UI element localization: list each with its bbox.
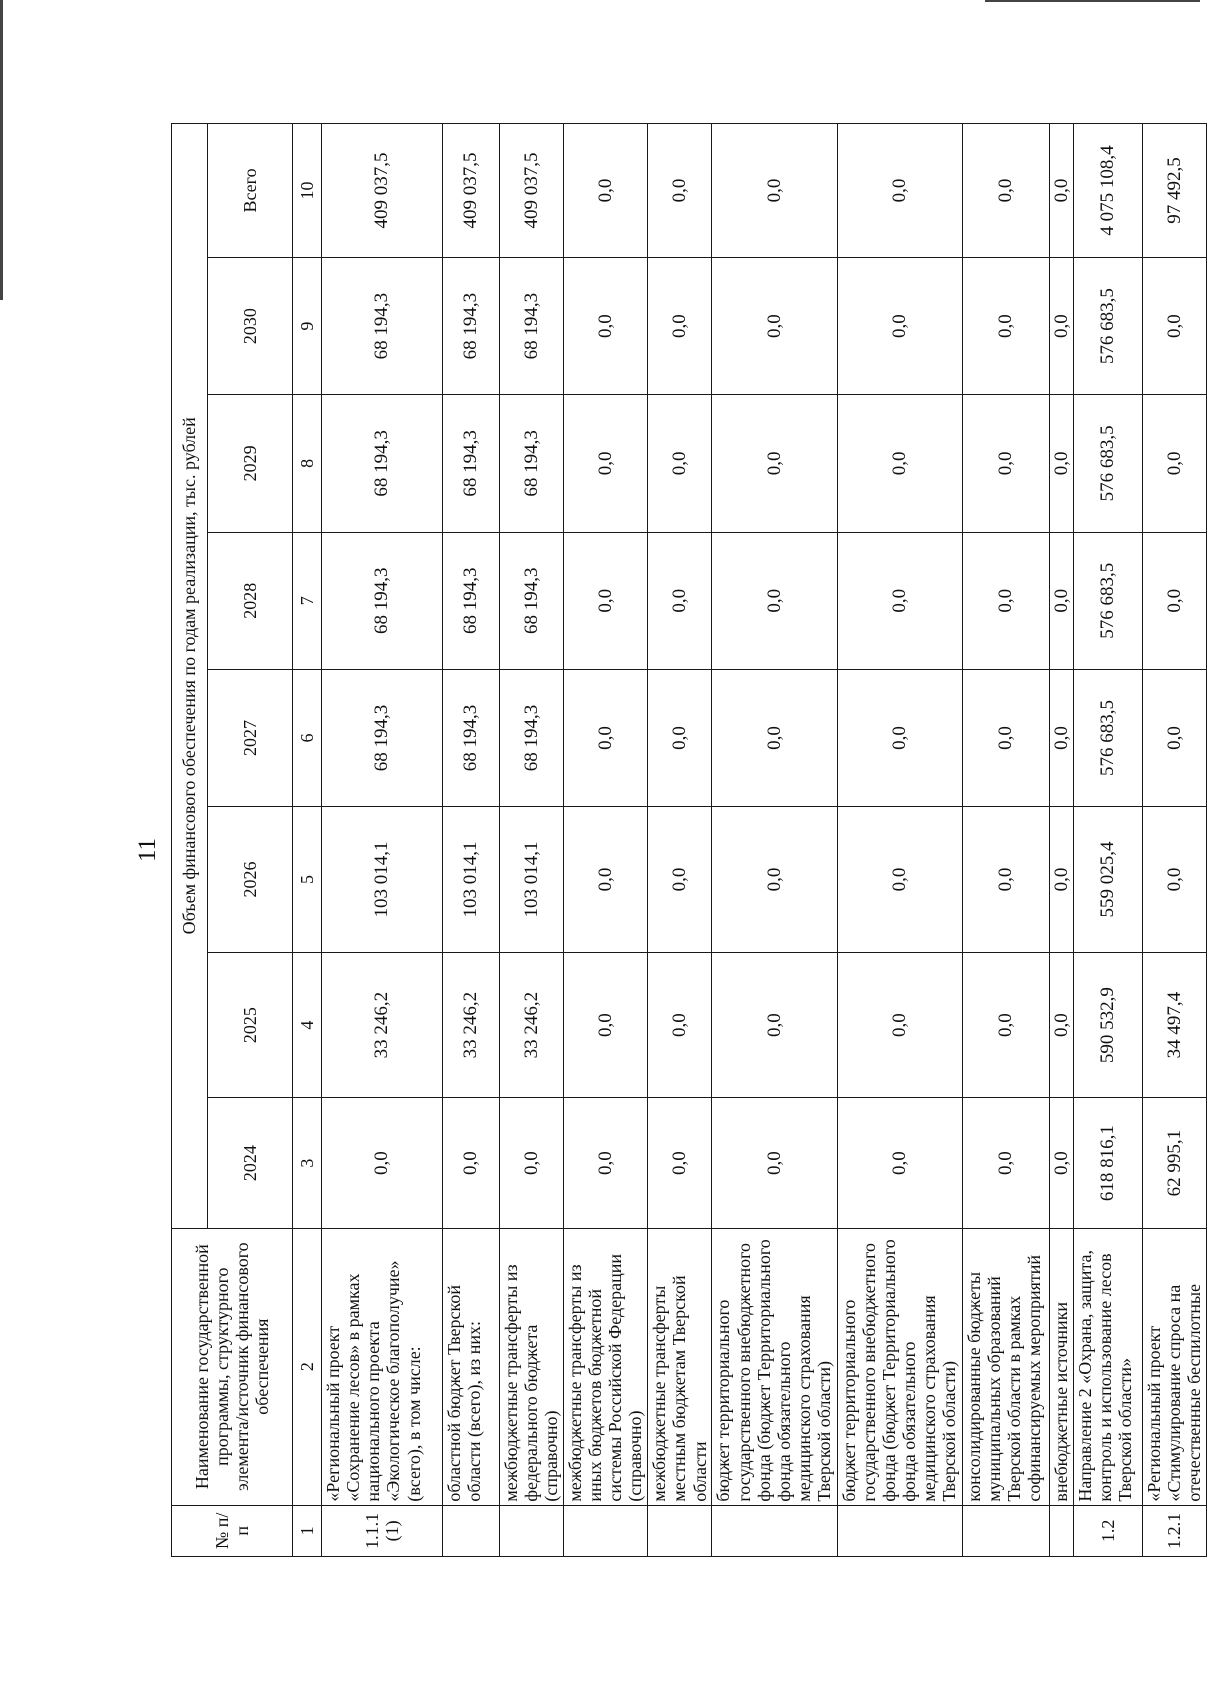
table-row [1049, 124, 1074, 1557]
row-value: 0,0 [962, 669, 1049, 806]
row-value: 409 037,5 [499, 124, 563, 258]
row-value: 0,0 [648, 257, 712, 394]
row-value: 0,0 [563, 532, 647, 669]
row-value: 33 246,2 [322, 952, 443, 1098]
row-value: 409 037,5 [322, 124, 443, 258]
row-value: 0,0 [648, 532, 712, 669]
table-row [648, 124, 712, 1557]
row-value: 33 246,2 [443, 952, 500, 1098]
row-value: 0,0 [648, 669, 712, 806]
row-value: 0,0 [837, 257, 962, 394]
header-index: 6 [293, 669, 322, 806]
table-row [962, 124, 1049, 1557]
row-value: 0,0 [1142, 532, 1206, 669]
header-year-2026: 2026 [208, 807, 293, 953]
row-name: «Региональный проект «Стимулирование спроса на отечественные беспилотные [1142, 1228, 1206, 1505]
row-value: 0,0 [563, 952, 647, 1098]
row-value: 0,0 [563, 807, 647, 953]
row-name: консолидированные бюджеты муниципальных образований Тверской области в рамках софинансируемых мероприятий [962, 1228, 1049, 1505]
header-index: 2 [293, 1228, 322, 1505]
row-number [712, 1505, 837, 1556]
row-value: 68 194,3 [499, 669, 563, 806]
row-value: 68 194,3 [443, 395, 500, 532]
row-value: 0,0 [648, 807, 712, 953]
row-value: 0,0 [962, 395, 1049, 532]
row-value: 68 194,3 [499, 395, 563, 532]
row-value: 0,0 [1142, 395, 1206, 532]
row-value: 68 194,3 [443, 669, 500, 806]
row-value: 68 194,3 [443, 532, 500, 669]
header-year-2027: 2027 [208, 669, 293, 806]
row-value: 33 246,2 [499, 952, 563, 1098]
header-index: 10 [293, 124, 322, 258]
row-name: межбюджетные трансферты из иных бюджетов бюджетной системы Российской Федерации (справочно) [563, 1228, 647, 1505]
row-value: 0,0 [1049, 807, 1074, 953]
header-index: 1 [293, 1505, 322, 1556]
row-value: 0,0 [443, 1098, 500, 1228]
header-year-2025: 2025 [208, 952, 293, 1098]
table-row [1142, 124, 1206, 1557]
row-value: 0,0 [322, 1098, 443, 1228]
row-name: «Региональный проект «Сохранение лесов» в рамках национального проекта «Экологическое благополучие» (всего), в том числе: [322, 1228, 443, 1505]
row-value: 68 194,3 [322, 669, 443, 806]
header-index: 9 [293, 257, 322, 394]
table-row [1074, 124, 1143, 1557]
row-value: 0,0 [712, 669, 837, 806]
header-name: Наименование государственной программы, структурного элемента/источник финансового обеспечения [172, 1228, 293, 1505]
row-value: 0,0 [1049, 1098, 1074, 1228]
row-value: 0,0 [837, 395, 962, 532]
row-value: 0,0 [1049, 395, 1074, 532]
row-value: 68 194,3 [322, 257, 443, 394]
header-index: 4 [293, 952, 322, 1098]
row-name: областной бюджет Тверской области (всего), из них: [443, 1228, 500, 1505]
row-number: 1.2.1 [1142, 1505, 1206, 1556]
header-num: № п/п [172, 1505, 293, 1556]
row-number [563, 1505, 647, 1556]
row-value: 0,0 [563, 395, 647, 532]
row-value: 62 995,1 [1142, 1098, 1206, 1228]
rotated-table-container [171, 123, 1207, 1557]
row-number: 1.2 [1074, 1505, 1143, 1556]
header-group: Объем финансового обеспечения по годам реализации, тыс. рублей [172, 124, 208, 1229]
header-year-2024: 2024 [208, 1098, 293, 1228]
row-value: 0,0 [837, 807, 962, 953]
row-value: 0,0 [712, 124, 837, 258]
row-value: 559 025,4 [1074, 807, 1143, 953]
row-number [837, 1505, 962, 1556]
row-value: 0,0 [648, 952, 712, 1098]
row-number [962, 1505, 1049, 1556]
row-value: 68 194,3 [499, 257, 563, 394]
row-value: 0,0 [1049, 669, 1074, 806]
header-index: 3 [293, 1098, 322, 1228]
scan-top-line [985, 0, 1200, 2]
row-value: 576 683,5 [1074, 532, 1143, 669]
header-year-2030: 2030 [208, 257, 293, 394]
scan-edge-line [0, 0, 3, 300]
header-index: 8 [293, 395, 322, 532]
row-value: 0,0 [837, 952, 962, 1098]
row-value: 34 497,4 [1142, 952, 1206, 1098]
row-number [499, 1505, 563, 1556]
row-value: 0,0 [648, 124, 712, 258]
row-value: 0,0 [962, 532, 1049, 669]
row-value: 0,0 [837, 669, 962, 806]
header-year-2029: 2029 [208, 395, 293, 532]
row-value: 68 194,3 [443, 257, 500, 394]
row-value: 0,0 [563, 1098, 647, 1228]
row-value: 0,0 [648, 1098, 712, 1228]
header-index: 7 [293, 532, 322, 669]
row-name: внебюджетные источники [1049, 1228, 1074, 1505]
row-name: бюджет территориального государственного внебюджетного фонда (бюджет Территориального фонда обязательного медицинского страхования Тверской области) [712, 1228, 837, 1505]
header-year-2028: 2028 [208, 532, 293, 669]
row-value: 0,0 [712, 952, 837, 1098]
row-number [443, 1505, 500, 1556]
row-value: 103 014,1 [499, 807, 563, 953]
row-value: 0,0 [1049, 124, 1074, 258]
row-value: 0,0 [563, 669, 647, 806]
page-number: 11 [134, 837, 161, 863]
row-value: 0,0 [499, 1098, 563, 1228]
row-number [1049, 1505, 1074, 1556]
row-value: 0,0 [1049, 532, 1074, 669]
row-value: 0,0 [962, 257, 1049, 394]
row-value: 103 014,1 [443, 807, 500, 953]
row-value: 0,0 [962, 1098, 1049, 1228]
row-value: 0,0 [837, 532, 962, 669]
row-number [648, 1505, 712, 1556]
header-index: 5 [293, 807, 322, 953]
row-value: 0,0 [712, 532, 837, 669]
row-value: 68 194,3 [322, 395, 443, 532]
row-value: 618 816,1 [1074, 1098, 1143, 1228]
row-value: 0,0 [712, 395, 837, 532]
row-value: 103 014,1 [322, 807, 443, 953]
row-value: 0,0 [837, 124, 962, 258]
row-value: 0,0 [962, 124, 1049, 258]
row-value: 576 683,5 [1074, 395, 1143, 532]
table-row [499, 124, 563, 1557]
row-value: 0,0 [962, 952, 1049, 1098]
row-value: 0,0 [712, 1098, 837, 1228]
row-name: межбюджетные трансферты местным бюджетам Тверской области [648, 1228, 712, 1505]
row-name: межбюджетные трансферты из федерального бюджета (справочно) [499, 1228, 563, 1505]
row-value: 0,0 [648, 395, 712, 532]
row-value: 0,0 [563, 257, 647, 394]
table-row [563, 124, 647, 1557]
row-name: бюджет территориального государственного внебюджетного фонда (бюджет Территориального фонда обязательного медицинского страхования Тверской области) [837, 1228, 962, 1505]
row-number: 1.1.1 (1) [322, 1505, 443, 1556]
table-row [837, 124, 962, 1557]
row-value: 576 683,5 [1074, 257, 1143, 394]
table-row [322, 124, 443, 1557]
table-row [443, 124, 500, 1557]
row-value: 0,0 [837, 1098, 962, 1228]
row-value: 0,0 [1142, 257, 1206, 394]
row-value: 0,0 [1142, 807, 1206, 953]
row-value: 0,0 [563, 124, 647, 258]
row-value: 409 037,5 [443, 124, 500, 258]
table-body [322, 124, 1207, 1557]
row-value: 0,0 [962, 807, 1049, 953]
row-value: 590 532,9 [1074, 952, 1143, 1098]
funding-table [171, 123, 1207, 1557]
row-value: 0,0 [1142, 669, 1206, 806]
row-name: Направление 2 «Охрана, защита, контроль и использование лесов Тверской области» [1074, 1228, 1143, 1505]
row-value: 0,0 [712, 807, 837, 953]
row-value: 68 194,3 [322, 532, 443, 669]
row-value: 97 492,5 [1142, 124, 1206, 258]
table-row [712, 124, 837, 1557]
row-value: 0,0 [1049, 257, 1074, 394]
row-value: 68 194,3 [499, 532, 563, 669]
row-value: 4 075 108,4 [1074, 124, 1143, 258]
header-total: Всего [208, 124, 293, 258]
row-value: 0,0 [1049, 952, 1074, 1098]
row-value: 576 683,5 [1074, 669, 1143, 806]
row-value: 0,0 [712, 257, 837, 394]
